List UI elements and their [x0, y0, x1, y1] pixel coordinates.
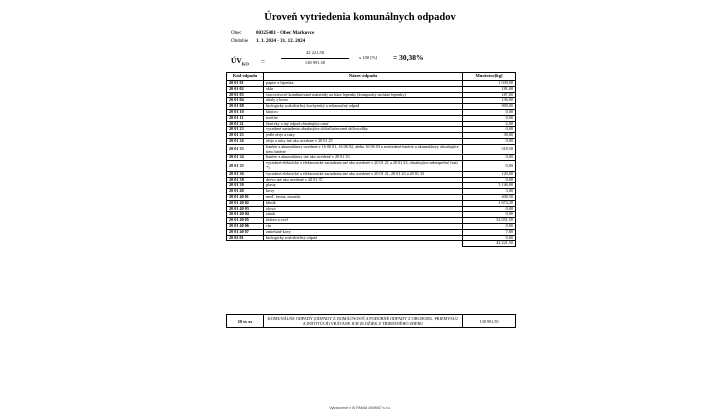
waste-name: textílie: [264, 115, 463, 121]
formula-numerator: 42 221,50: [306, 50, 324, 55]
waste-quantity: 408,50: [463, 194, 516, 200]
waste-quantity: 0,00: [463, 235, 516, 241]
waste-name: žiarivky a iný odpad obsahujúci ortuť: [264, 121, 463, 127]
waste-quantity: 38,00: [463, 133, 516, 139]
waste-name: meď, bronz, mosadz: [264, 194, 463, 200]
waste-name: biologicky rozložiteľný odpad: [264, 235, 463, 241]
waste-quantity: 0,00: [463, 109, 516, 115]
waste-code: 20 01 03: [227, 92, 264, 98]
waste-name: zmiešané kovy: [264, 229, 463, 235]
waste-name: oleje a tuky iné ako uvedené v 20 01 25: [264, 138, 463, 144]
waste-name: vyradené elektrické a elektronické zariadenia iné ako uvedené v 20 01 21, 20 01 23 a 20 01 35: [264, 171, 463, 177]
waste-quantity: 1 674,20: [463, 200, 516, 206]
waste-name: batérie a akumulátory iné ako uvedené v 20 01 33: [264, 155, 463, 161]
waste-quantity: 0,00: [463, 155, 516, 161]
formula-result: = 30,38%: [393, 53, 424, 62]
municipal-waste-row: [227, 315, 516, 328]
waste-quantity: 318,50: [463, 144, 516, 155]
waste-code: 20 01 35: [227, 161, 264, 172]
waste-name: zinok: [264, 212, 463, 218]
municipal-waste-name: KOMUNÁLNE ODPADY (ODPADY Z DOMÁCNOSTÍ A PODOBNÉ ODPADY Z OBCHODU, PRIEMYSLU A INŠTITÚCIÍ) VRÁTANE ICH ZLOŽIEK Z TRIEDENÉHO ZBERU: [264, 315, 463, 328]
period-row: [231, 38, 305, 45]
waste-quantity: 0,00: [463, 161, 516, 172]
formula-denominator: 138 991,50: [304, 60, 326, 65]
waste-name: batérie a akumulátory uvedené v 16 06 01, 16 06 02, alebo 16 06 03 a netriedené batérie a akumulátory obsahujúce tieto batérie: [264, 144, 463, 155]
waste-code: 20 01 40 04: [227, 212, 264, 218]
waste-quantity: 5 146,00: [463, 183, 516, 189]
formula-symbol: $ÚV_{KO}$: [231, 56, 249, 67]
sorting-formula: [231, 48, 491, 70]
waste-quantity: 0,00: [463, 138, 516, 144]
waste-quantity: 0,00: [463, 127, 516, 133]
waste-code: 20 01 40 07: [227, 229, 264, 235]
waste-code: 20 01 02: [227, 86, 264, 92]
waste-quantity: 0,00: [463, 223, 516, 229]
waste-code: 20 01 39: [227, 183, 264, 189]
waste-name: viacvrstvové kombinované materiály na báze lepenky (kompozity na báze lepenky): [264, 92, 463, 98]
waste-name: cín: [264, 223, 463, 229]
formula-multiplier: x 100 [%]: [359, 55, 377, 60]
waste-quantity: 0,00: [463, 177, 516, 183]
municipal-waste-table: [226, 314, 516, 328]
waste-name: kovy: [264, 189, 463, 195]
waste-name: sklo: [264, 86, 463, 92]
waste-name: olovo: [264, 206, 463, 212]
waste-name: vyradené zariadenia obsahujúce chlórfluórované uhľovodíky: [264, 127, 463, 133]
waste-code: 20 01 40: [227, 189, 264, 195]
waste-code: 20 02 01: [227, 235, 264, 241]
period-value: 1. 1. 2024 - 31. 12. 2024: [256, 39, 306, 44]
waste-name: šatstvo: [264, 109, 463, 115]
waste-quantity: 0,00: [463, 212, 516, 218]
waste-code: 20 01 21: [227, 121, 264, 127]
waste-name: papier a lepenka: [264, 81, 463, 87]
page-title: Úroveň vytriedenia komunálnych odpadov: [264, 12, 456, 23]
municipality-value: 00325481 - Obec Markovce: [256, 31, 315, 36]
waste-code: 20 01 36: [227, 171, 264, 177]
municipal-waste-code: 20 xx xx: [227, 315, 264, 328]
waste-quantity: 136,00: [463, 98, 516, 104]
total-row: [227, 241, 516, 247]
table-row: [227, 161, 516, 172]
header-name: Názov odpadu: [264, 73, 463, 81]
waste-code: 20 01 08: [227, 104, 264, 110]
waste-code: 20 01 40 03: [227, 206, 264, 212]
waste-quantity: 32 051,50: [463, 218, 516, 224]
waste-name: drevo iné ako uvedené v 20 01 37: [264, 177, 463, 183]
waste-code: 20 01 40 05: [227, 218, 264, 224]
waste-code: 20 01 25: [227, 133, 264, 139]
waste-code: 20 01 38: [227, 177, 264, 183]
waste-code: 20 01 23: [227, 127, 264, 133]
fraction-line: [281, 58, 349, 59]
waste-name: biologicky rozložiteľný kuchynský a reštauračný odpad: [264, 104, 463, 110]
waste-code: 20 01 34: [227, 155, 264, 161]
waste-name: plasty: [264, 183, 463, 189]
waste-quantity: 0,00: [463, 206, 516, 212]
waste-table: [226, 72, 516, 247]
total-quantity: 42 221,50: [463, 241, 516, 247]
waste-quantity: 181,00: [463, 86, 516, 92]
waste-code: 20 01 26: [227, 138, 264, 144]
waste-code: 20 01 01: [227, 81, 264, 87]
waste-quantity: 3,00: [463, 189, 516, 195]
waste-code: 20 01 40 01: [227, 194, 264, 200]
table-row: [227, 144, 516, 155]
header-code: Kód odpadu: [227, 73, 264, 81]
waste-code: 20 01 40 02: [227, 200, 264, 206]
waste-code: 20 01 11: [227, 115, 264, 121]
waste-quantity: 909,00: [463, 104, 516, 110]
municipality-row: [231, 30, 314, 37]
waste-quantity: 120,00: [463, 171, 516, 177]
waste-code: 20 01 10: [227, 109, 264, 115]
waste-name: jedlé oleje a tuky: [264, 133, 463, 139]
municipality-label: Obec: [231, 31, 242, 36]
waste-code: 20 01 33: [227, 144, 264, 155]
municipal-waste-quantity: 138 991,50: [463, 315, 516, 328]
footer-note: Vyhotovené v IS PAMIA 1949007 s.r.o.: [329, 406, 391, 410]
waste-code: 20 01 04: [227, 98, 264, 104]
waste-name: obaly z kovu: [264, 98, 463, 104]
waste-name: železo a oceľ: [264, 218, 463, 224]
waste-quantity: 2,00: [463, 121, 516, 127]
waste-quantity: 7,80: [463, 229, 516, 235]
period-label: Obdobie: [231, 39, 249, 44]
waste-quantity: 0,00: [463, 115, 516, 121]
waste-quantity: 1 039,00: [463, 81, 516, 87]
waste-name: vyradené elektrické a elektronické zariadenia iné ako uvedené v 20 01 21 a 20 01 23, obsahujúce nebezpečné časti *): [264, 161, 463, 172]
waste-name: hliník: [264, 200, 463, 206]
header-quantity: Množstvo[kg]: [463, 73, 516, 81]
waste-quantity: 187,00: [463, 92, 516, 98]
waste-code: 20 01 40 06: [227, 223, 264, 229]
formula-equals: =: [261, 58, 265, 66]
